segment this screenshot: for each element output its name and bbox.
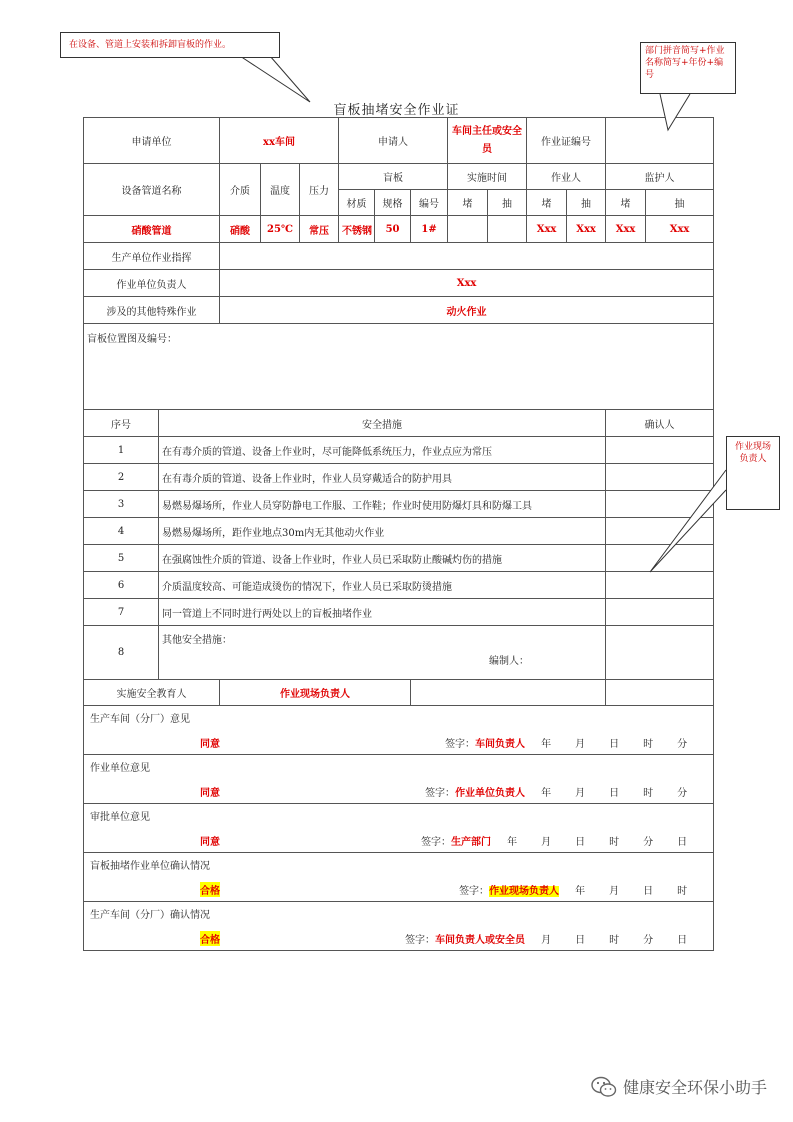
minute-label: 分 xyxy=(677,739,688,750)
blind-label: 盲板 xyxy=(339,164,448,190)
footer-brand: 健康安全环保小助手 xyxy=(622,1078,767,1097)
applicant-value: 车间主任或安全员 xyxy=(448,118,527,164)
sign-prefix: 签字： xyxy=(445,739,476,750)
education-value: 作业现场负责人 xyxy=(220,680,411,706)
pressure-value: 常压 xyxy=(300,216,339,243)
measure-no: 6 xyxy=(84,572,159,599)
worker-label: 作业人 xyxy=(527,164,606,190)
permit-title: 盲板抽堵安全作业证 xyxy=(333,103,460,118)
year-label: 年 xyxy=(507,837,518,848)
day-label: 日 xyxy=(575,935,586,946)
sign-prefix: 签字： xyxy=(459,886,490,897)
monitor-pull-value: Xxx xyxy=(646,216,714,243)
measure-no: 4 xyxy=(84,518,159,545)
measure-text: 介质温度较高、可能造成烫伤的情况下，作业人员已采取防烫措施 xyxy=(159,572,606,599)
temp-value: 25℃ xyxy=(261,216,300,243)
month-label: 月 xyxy=(575,788,586,799)
year-label: 年 xyxy=(541,739,552,750)
approval-opinion-label: 审批单位意见 xyxy=(90,812,150,823)
monitor-block-value: Xxx xyxy=(606,216,646,243)
measure-no: 3 xyxy=(84,491,159,518)
time-label: 实施时间 xyxy=(448,164,527,190)
pressure-label: 压力 xyxy=(300,164,339,216)
measure-text: 同一管道上不同时进行两处以上的盲板抽堵作业 xyxy=(159,599,606,626)
number-label: 编号 xyxy=(411,190,448,216)
other-work-label: 涉及的其他特殊作业 xyxy=(84,297,220,324)
position-label: 盲板位置图及编号： xyxy=(87,334,177,345)
measure-text: 易燃易爆场所，作业人员穿防静电工作服、工作鞋；作业时使用防爆灯具和防爆工具 xyxy=(159,491,606,518)
workunit-signer: 作业单位负责人 xyxy=(455,788,526,799)
other-work-value: 动火作业 xyxy=(220,297,714,324)
hour-label: 时 xyxy=(643,739,654,750)
day-label: 日 xyxy=(643,886,654,897)
month-label: 月 xyxy=(541,935,552,946)
month-label: 月 xyxy=(609,886,620,897)
workunit-opinion-value: 同意 xyxy=(200,788,220,799)
medium-label: 介质 xyxy=(220,164,261,216)
time-pull-label: 抽 xyxy=(488,190,527,216)
workshop-confirm-value: 合格 xyxy=(200,931,220,946)
annotation-permit-number-rule: 部门拼音简写+作业名称简写+年份+编号 xyxy=(640,42,736,94)
workunit-opinion-label: 作业单位意见 xyxy=(90,763,150,774)
work-unit-leader-value: Xxx xyxy=(220,270,714,297)
month-label: 月 xyxy=(541,837,552,848)
measure-header: 安全措施 xyxy=(159,410,606,437)
confirm-header: 确认人 xyxy=(606,410,714,437)
approval-signer: 生产部门 xyxy=(451,837,492,848)
blind-confirm-signer: 作业现场负责人 xyxy=(489,886,560,897)
minute-label: 分 xyxy=(643,837,654,848)
monitor-block-label: 堵 xyxy=(606,190,646,216)
measure-text: 在有毒介质的管道、设备上作业时，尽可能降低系统压力，作业点应为常压 xyxy=(159,437,606,464)
workshop-opinion-label: 生产车间（分厂）意见 xyxy=(90,714,190,725)
education-label: 实施安全教育人 xyxy=(84,680,220,706)
measure-text: 在强腐蚀性介质的管道、设备上作业时，作业人员已采取防止酸碱灼伤的措施 xyxy=(159,545,606,572)
approval-opinion-value: 同意 xyxy=(200,837,220,848)
sign-prefix: 签字： xyxy=(425,788,456,799)
monitor-label: 监护人 xyxy=(606,164,714,190)
measure-no: 2 xyxy=(84,464,159,491)
workshop-signer: 车间负责人 xyxy=(475,739,526,750)
other-measures-label: 其他安全措施： xyxy=(162,635,232,646)
hour-label: 时 xyxy=(677,886,688,897)
hour-label: 时 xyxy=(643,788,654,799)
worker-pull-value: Xxx xyxy=(567,216,606,243)
worker-block-label: 堵 xyxy=(527,190,567,216)
monitor-pull-label: 抽 xyxy=(646,190,714,216)
measure-no: 1 xyxy=(84,437,159,464)
worker-block-value: Xxx xyxy=(527,216,567,243)
hour-label: 时 xyxy=(609,935,620,946)
workshop-confirm-label: 生产车间（分厂）确认情况 xyxy=(90,910,210,921)
blind-confirm-value: 合格 xyxy=(200,882,220,897)
measure-no: 8 xyxy=(84,626,159,680)
day-label: 日 xyxy=(677,935,688,946)
workshop-confirm-signer: 车间负责人或安全员 xyxy=(435,935,526,946)
year-label: 年 xyxy=(541,788,552,799)
applicant-unit-value: xx车间 xyxy=(220,118,339,164)
applicant-unit-label: 申请单位 xyxy=(84,118,220,164)
minute-label: 分 xyxy=(643,935,654,946)
day-label: 日 xyxy=(575,837,586,848)
compiler-label: 编制人： xyxy=(489,656,529,667)
day-label: 日 xyxy=(677,837,688,848)
temp-label: 温度 xyxy=(261,164,300,216)
minute-label: 分 xyxy=(677,788,688,799)
measure-text: 在有毒介质的管道、设备上作业时，作业人员穿戴适合的防护用具 xyxy=(159,464,606,491)
day-label: 日 xyxy=(609,788,620,799)
commander-label: 生产单位作业指挥 xyxy=(84,243,220,270)
hour-label: 时 xyxy=(609,837,620,848)
measure-text: 易燃易爆场所，距作业地点30m内无其他动火作业 xyxy=(159,518,606,545)
annotation-blind-plate-work: 在设备、管道上安装和拆卸盲板的作业。 xyxy=(60,32,280,58)
spec-label: 规格 xyxy=(375,190,411,216)
medium-value: 硝酸 xyxy=(220,216,261,243)
worker-pull-label: 抽 xyxy=(567,190,606,216)
blind-confirm-label: 盲板抽堵作业单位确认情况 xyxy=(90,861,210,872)
spec-value: 50 xyxy=(375,216,411,243)
material-value: 不锈钢 xyxy=(339,216,375,243)
sign-prefix: 签字： xyxy=(421,837,452,848)
annotation-site-supervisor: 作业现场负责人 xyxy=(726,436,780,510)
month-label: 月 xyxy=(575,739,586,750)
day-label: 日 xyxy=(609,739,620,750)
time-block-label: 堵 xyxy=(448,190,488,216)
work-unit-leader-label: 作业单位负责人 xyxy=(84,270,220,297)
equipment-name-value: 硝酸管道 xyxy=(84,216,220,243)
permit-no-label: 作业证编号 xyxy=(527,118,606,164)
material-label: 材质 xyxy=(339,190,375,216)
measure-no: 5 xyxy=(84,545,159,572)
sign-prefix: 签字： xyxy=(405,935,436,946)
measure-no: 7 xyxy=(84,599,159,626)
workshop-opinion-value: 同意 xyxy=(200,739,220,750)
measure-no-header: 序号 xyxy=(84,410,159,437)
year-label: 年 xyxy=(575,886,586,897)
applicant-label: 申请人 xyxy=(339,118,448,164)
number-value: 1# xyxy=(411,216,448,243)
equipment-name-label: 设备管道名称 xyxy=(84,164,220,216)
